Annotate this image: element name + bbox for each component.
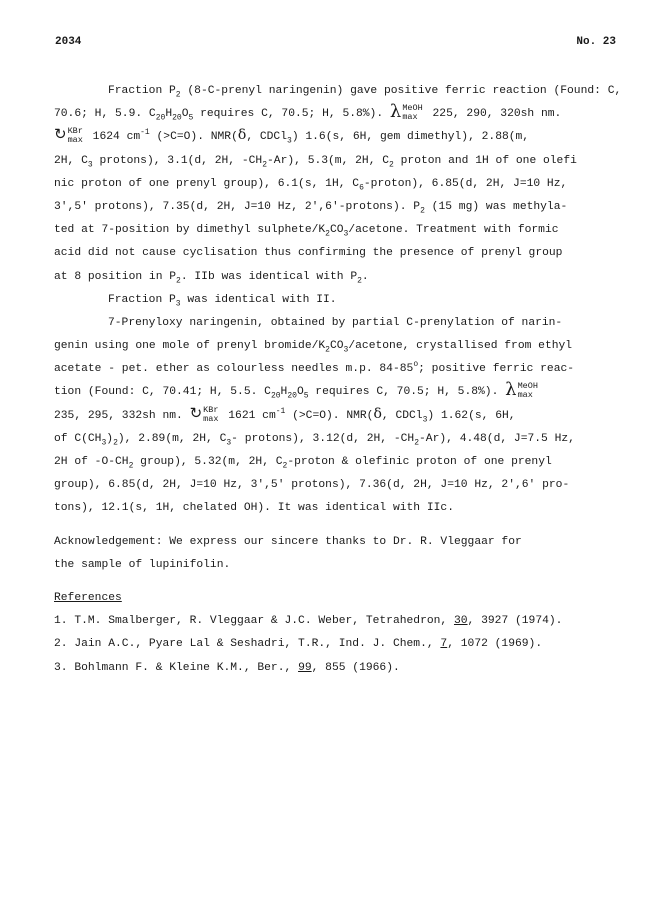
lambda-symbol: λ	[389, 101, 402, 123]
reference-1: 1. T.M. Smalberger, R. Vleggaar & J.C. Weber, Tetrahedron, 30, 3927 (1974).	[54, 615, 563, 628]
para1-line-5: nic proton of one prenyl group), 6.1(s, 1H, $C_6-proton$), 6.85(d, 2H, J=10 Hz,	[54, 177, 568, 192]
para3-line-3: acetate - pet. ether as colourless needles m.p. 84-85$^o$; positive ferric reac-	[54, 360, 575, 376]
optical-rotation-icon: ↻	[189, 403, 203, 422]
lambda-max-label: MeOH max	[402, 103, 423, 123]
article-body	[54, 80, 620, 680]
delta-symbol: δ	[237, 127, 247, 144]
para2-line-1: Fraction $P_3$ was identical with II.	[108, 293, 337, 308]
journal-issue-number: No. 23	[576, 36, 616, 48]
para3-line-6: of $C(CH_3)_2$), 2.89(m, 2H, $C_3-$ protons), 3.12(d, 2H, $-CH_2-Ar$), 4.48(d, J=7.5 Hz,	[54, 432, 575, 448]
references-heading: References	[54, 591, 122, 604]
kbr-max-label: KBr max	[67, 126, 83, 146]
acknowledgement-line-1: Acknowledgement: We express our sincere thanks to Dr. R. Vleggaar for	[54, 535, 522, 548]
para1-line-3: ↻ KBr max 1624 $cm^{-1}$ (>C=O). NMR(δ, CDCl$_3$) 1.6(s, 6H, gem dimethyl), 2.88(m,	[54, 125, 530, 146]
para1-line-9: at 8 position in $P_2$. IIb was identical with $P_2$.	[54, 270, 369, 285]
para1-line-8: acid did not cause cyclisation thus confirming the presence of prenyl group	[54, 247, 563, 260]
para1-line-6: 3',5' protons), 7.35(d, 2H, J=10 Hz, 2',6'-protons). $P_2$ (15 mg) was methyla-	[54, 200, 568, 216]
acknowledgement-line-2: the sample of lupinifolin.	[54, 558, 231, 571]
delta-symbol: δ	[373, 405, 382, 422]
reference-3: 3. Bohlmann F. & Kleine K.M., Ber., 99, 855 (1966).	[54, 661, 400, 674]
lambda-max-label: MeOH max	[517, 381, 538, 401]
para3-line-4: tion (Found: C, 70.41; H, 5.5. $C_{20}H_{20}O_5$ requires C, 70.5; H, 5.8%). λ MeOH max	[54, 379, 538, 401]
page-number: 2034	[55, 36, 82, 48]
para1-line-1: Fraction $P_2$ (8-C-prenyl naringenin) gave positive ferric reaction (Found: C,	[108, 85, 622, 100]
reference-2: 2. Jain A.C., Pyare Lal & Seshadri, T.R., Ind. J. Chem., 7, 1072 (1969).	[54, 638, 543, 651]
para3-line-5: 235, 295, 332sh nm. ↻ KBr max 1621 $cm^{-1}$ (>C=O). NMR(δ, CDCl$_3$) 1.62(s, 6H,	[54, 403, 516, 424]
para3-line-2: genin using one mole of prenyl bromide/$K_2CO_3$/acetone, crystallised from ethyl	[54, 340, 573, 355]
para3-line-9: tons), 12.1(s, 1H, chelated OH). It was identical with IIc.	[54, 502, 454, 515]
kbr-max-label: KBr max	[203, 404, 219, 424]
optical-rotation-icon: ↻	[54, 125, 67, 144]
para1-line-7: ted at 7-position by dimethyl sulphete/$K_2CO_3$/acetone. Treatment with formic	[54, 224, 559, 239]
para3-line-1: 7-Prenyloxy naringenin, obtained by partial C-prenylation of narin-	[108, 316, 563, 329]
para1-line-2: 70.6; H, 5.9. $C_{20}H_{20}O_5$ requires C, 70.5; H, 5.8%). λ MeOH max 225, 290, 320sh nm.	[54, 101, 562, 123]
para3-line-8: group), 6.85(d, 2H, J=10 Hz, 3',5' protons), 7.36(d, 2H, J=10 Hz, 2',6' pro-	[54, 479, 570, 492]
para3-line-7: 2H of $-O-CH_2$ group), 5.32(m, 2H, $C_2$-proton & olefinic proton of one prenyl	[54, 456, 552, 471]
para1-line-4: 2H, $C_3$ protons), 3.1(d, 2H, $-CH_2-Ar$), 5.3(m, 2H, $C_2$ proton and 1H of one olefi	[54, 154, 577, 169]
lambda-symbol: λ	[505, 379, 517, 401]
